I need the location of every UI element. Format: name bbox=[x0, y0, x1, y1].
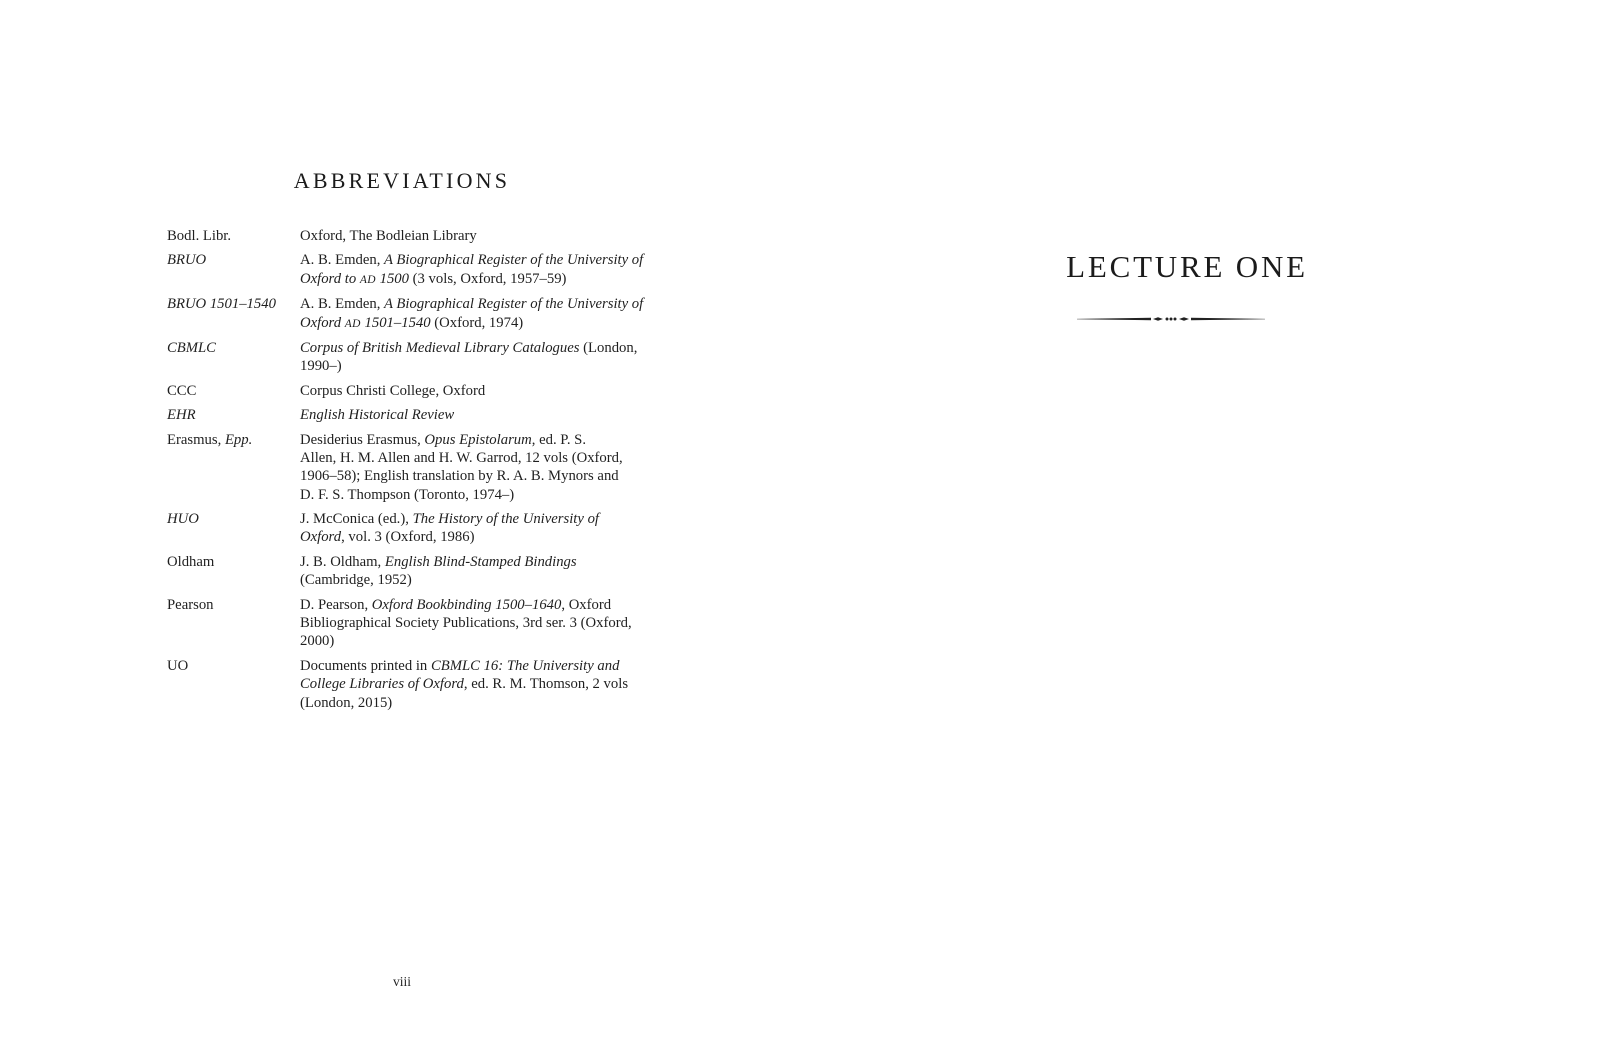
italic-text-segment: A Biographical Register of the University of bbox=[384, 252, 644, 269]
italic-text-segment: EHR bbox=[167, 407, 196, 424]
abbreviation-definition bbox=[300, 295, 657, 333]
definition-line bbox=[300, 486, 657, 504]
text-segment: UO bbox=[167, 657, 189, 674]
text-segment: , ed. P. S. bbox=[531, 431, 587, 448]
definition-line bbox=[300, 571, 657, 589]
italic-text-segment: English Blind-Stamped Bindings bbox=[384, 553, 577, 570]
abbreviation-entry bbox=[167, 227, 657, 245]
abbreviation-label bbox=[167, 553, 300, 571]
abbreviation-label bbox=[167, 339, 300, 357]
definition-line bbox=[300, 553, 657, 571]
definition-line bbox=[300, 339, 657, 357]
abbreviation-entry bbox=[167, 510, 657, 547]
italic-text-segment: 1501–1540 bbox=[360, 314, 431, 331]
italic-text-segment: Opus Epistolarum bbox=[424, 431, 532, 448]
text-segment: Bibliographical Society Publications, 3rd ser. 3 (Oxford, bbox=[300, 615, 632, 632]
definition-line bbox=[300, 694, 657, 712]
abbreviation-entry bbox=[167, 553, 657, 590]
italic-text-segment: Epp. bbox=[224, 431, 253, 448]
definition-line bbox=[300, 614, 657, 632]
abbreviation-list bbox=[167, 227, 657, 718]
text-segment: Oldham bbox=[167, 553, 215, 570]
text-segment: 1990–) bbox=[300, 358, 342, 375]
text-segment: A. B. Emden, bbox=[300, 252, 385, 269]
abbreviation-definition bbox=[300, 339, 657, 376]
chapter-title: LECTURE ONE bbox=[1066, 249, 1308, 284]
abbreviation-definition bbox=[300, 382, 657, 400]
text-segment: CCC bbox=[167, 382, 197, 399]
italic-text-segment: Oxford bbox=[300, 314, 345, 331]
abbreviation-label bbox=[167, 382, 300, 400]
text-segment: Bodl. Libr. bbox=[167, 228, 232, 244]
text-segment: J. B. Oldham, bbox=[300, 553, 385, 570]
text-segment: J. McConica (ed.), bbox=[300, 511, 413, 528]
definition-line bbox=[300, 270, 657, 289]
text-segment: , ed. R. M. Thomson, 2 vols bbox=[463, 676, 629, 693]
italic-text-segment: CBMLC 16: The University and bbox=[430, 657, 620, 674]
abbreviation-label bbox=[167, 406, 300, 424]
text-segment: D. Pearson, bbox=[300, 596, 372, 613]
definition-line bbox=[300, 406, 657, 424]
definition-line bbox=[300, 227, 657, 245]
abbreviation-entry bbox=[167, 251, 657, 289]
definition-line bbox=[300, 382, 657, 400]
definition-line bbox=[300, 467, 657, 485]
abbreviation-label bbox=[167, 431, 300, 449]
text-segment: , vol. 3 (Oxford, 1986) bbox=[341, 529, 475, 546]
italic-text-segment: Corpus of British Medieval Library Catalogues bbox=[300, 340, 580, 356]
text-segment: Allen, H. M. Allen and H. W. Garrod, 12 vols (Oxford, bbox=[300, 450, 623, 466]
definition-line bbox=[300, 675, 657, 693]
abbreviation-label bbox=[167, 227, 300, 245]
text-segment: , Oxford bbox=[561, 596, 612, 613]
text-segment: A. B. Emden, bbox=[300, 296, 385, 313]
italic-text-segment: BRUO bbox=[167, 252, 207, 269]
italic-text-segment: Oxford Bookbinding 1500–1640 bbox=[371, 596, 562, 613]
text-segment: Documents printed in bbox=[300, 657, 431, 674]
chapter-divider-ornament bbox=[1077, 312, 1265, 326]
text-segment: (London, 2015) bbox=[300, 694, 393, 711]
abbreviation-label bbox=[167, 510, 300, 528]
abbreviation-definition bbox=[300, 431, 657, 504]
definition-line bbox=[300, 251, 657, 269]
abbreviation-label bbox=[167, 596, 300, 614]
italic-text-segment: BRUO 1501–1540 bbox=[167, 296, 276, 313]
abbreviation-entry bbox=[167, 431, 657, 504]
abbreviation-definition bbox=[300, 657, 657, 712]
definition-line bbox=[300, 510, 657, 528]
text-segment: 2000) bbox=[300, 633, 335, 650]
diamond-dots-rule-icon bbox=[1077, 312, 1265, 326]
abbreviation-entry bbox=[167, 596, 657, 651]
abbreviation-entry bbox=[167, 339, 657, 376]
abbreviation-entry bbox=[167, 382, 657, 400]
text-segment: D. F. S. Thompson (Toronto, 1974–) bbox=[300, 486, 515, 503]
italic-text-segment: AD bbox=[359, 273, 376, 286]
page-number: viii bbox=[392, 974, 411, 989]
abbreviation-entry bbox=[167, 657, 657, 712]
text-segment: Pearson bbox=[167, 596, 214, 613]
abbreviation-definition bbox=[300, 510, 657, 547]
text-segment: (Cambridge, 1952) bbox=[300, 572, 412, 589]
abbreviation-definition bbox=[300, 251, 657, 289]
italic-text-segment: AD bbox=[344, 317, 361, 330]
abbreviation-definition bbox=[300, 596, 657, 651]
text-segment: Erasmus, bbox=[167, 431, 225, 448]
abbreviation-definition bbox=[300, 406, 657, 424]
abbreviation-definition bbox=[300, 553, 657, 590]
italic-text-segment: College Libraries of Oxford bbox=[300, 676, 464, 693]
page-title: ABBREVIATIONS bbox=[293, 168, 511, 193]
definition-line bbox=[300, 449, 657, 467]
italic-text-segment: English Historical Review bbox=[300, 407, 455, 424]
abbreviation-label bbox=[167, 657, 300, 675]
definition-line bbox=[300, 295, 657, 313]
abbreviation-entry bbox=[167, 406, 657, 424]
text-segment: Corpus Christi College, Oxford bbox=[300, 382, 486, 399]
text-segment: (Oxford, 1974) bbox=[430, 314, 524, 331]
definition-line bbox=[300, 357, 657, 375]
text-segment: 1906–58); English translation by R. A. B. Mynors and bbox=[300, 468, 619, 485]
abbreviation-label bbox=[167, 295, 300, 313]
italic-text-segment: A Biographical Register of the University of bbox=[384, 296, 644, 313]
abbreviation-entry bbox=[167, 295, 657, 333]
definition-line bbox=[300, 596, 657, 614]
italic-text-segment: Oxford to bbox=[300, 270, 360, 287]
text-segment: Oxford, The Bodleian Library bbox=[300, 228, 477, 244]
text-segment: (3 vols, Oxford, 1957–59) bbox=[408, 270, 567, 287]
definition-line bbox=[300, 528, 657, 546]
italic-text-segment: 1500 bbox=[375, 270, 409, 287]
definition-line bbox=[300, 632, 657, 650]
abbreviation-definition bbox=[300, 227, 657, 245]
italic-text-segment: The History of the University of bbox=[412, 511, 600, 528]
italic-text-segment: Oxford bbox=[300, 529, 342, 546]
definition-line bbox=[300, 657, 657, 675]
abbreviation-label bbox=[167, 251, 300, 269]
italic-text-segment: CBMLC bbox=[167, 340, 216, 356]
text-segment: (London, bbox=[579, 340, 638, 356]
text-segment: Desiderius Erasmus, bbox=[300, 431, 425, 448]
definition-line bbox=[300, 431, 657, 449]
definition-line bbox=[300, 314, 657, 333]
italic-text-segment: HUO bbox=[167, 511, 199, 528]
